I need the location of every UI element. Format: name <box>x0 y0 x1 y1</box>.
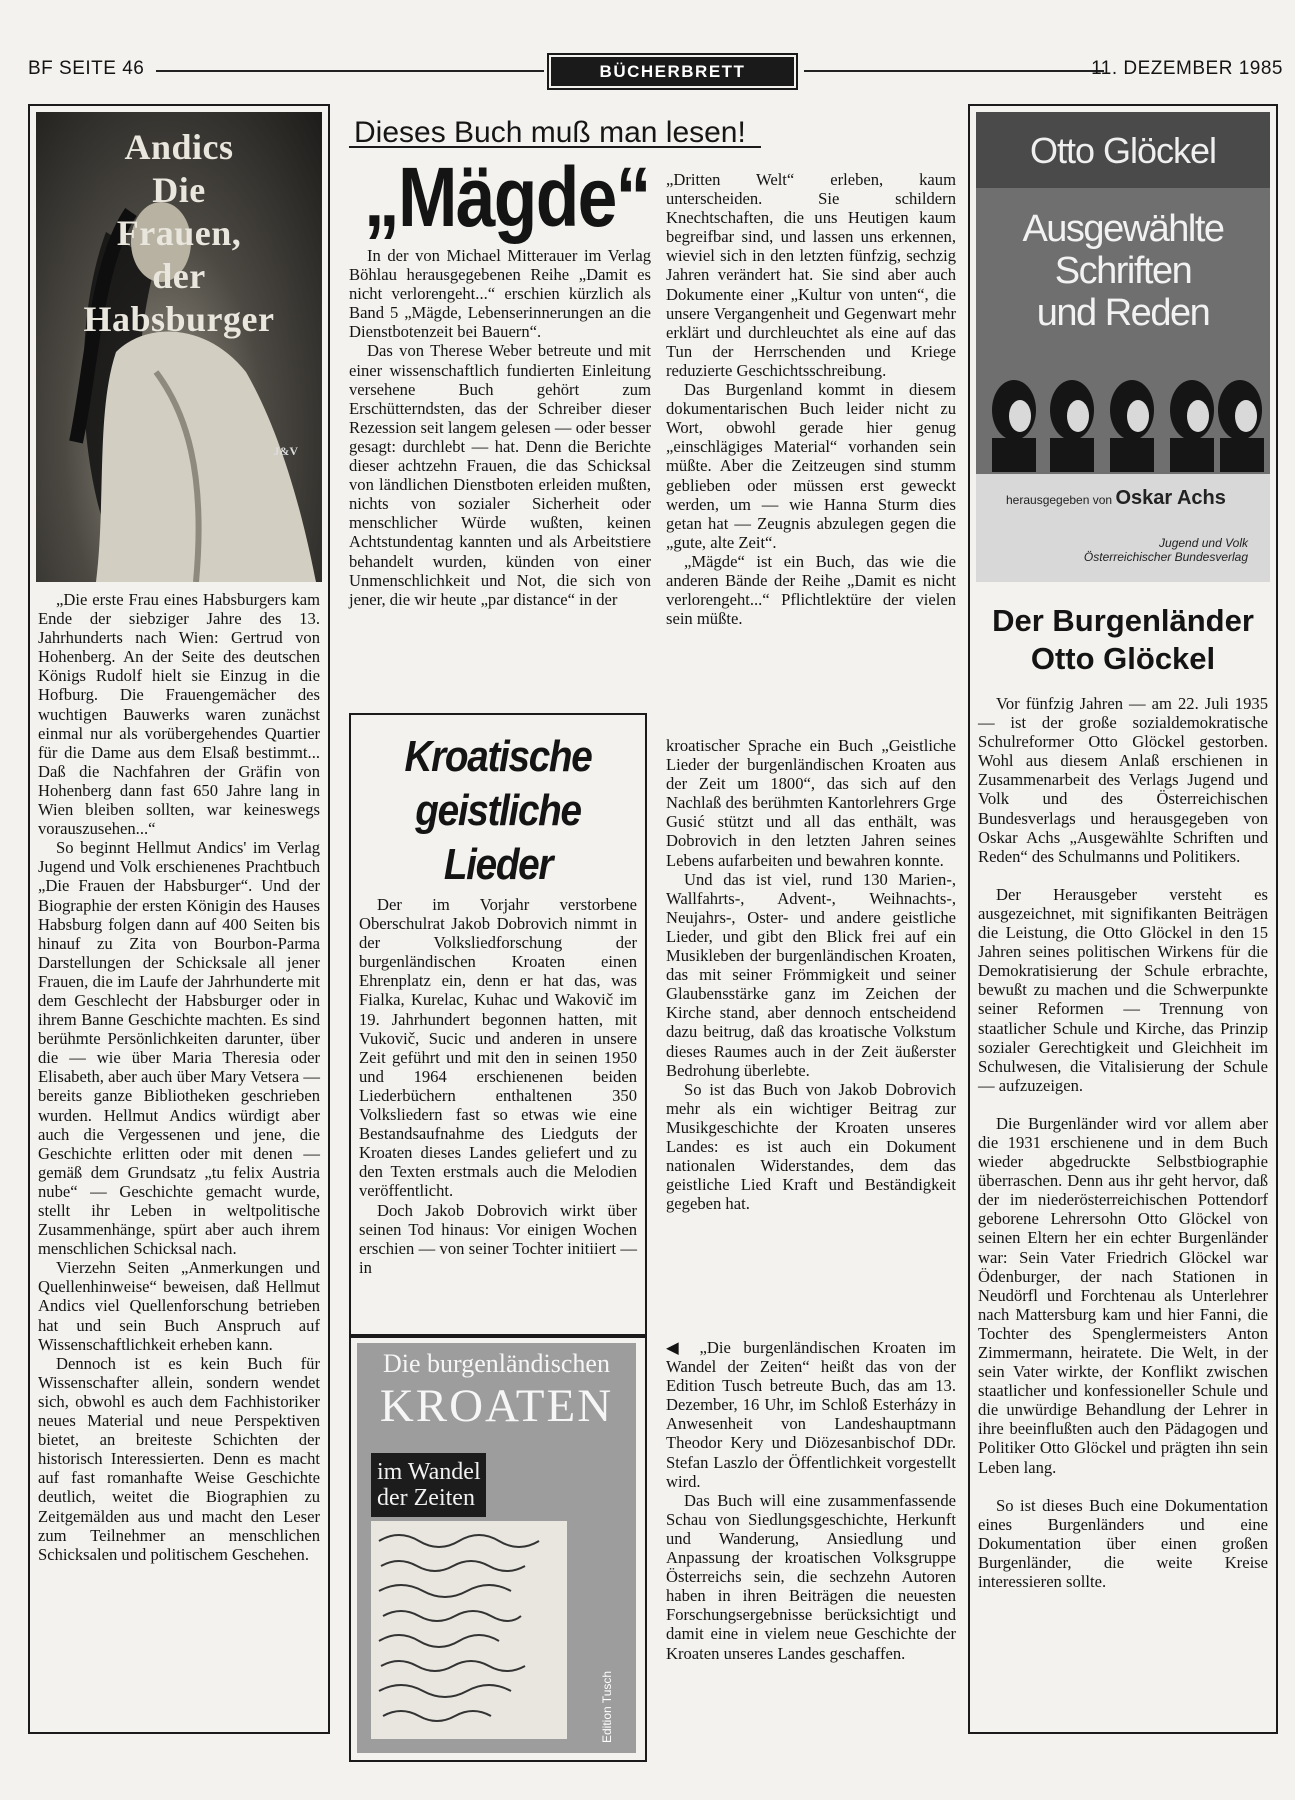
page-header <box>28 52 1283 90</box>
article-maegde-col2 <box>666 170 956 628</box>
article-kroatisch-col2 <box>666 736 956 1213</box>
kroaten-cover-line3: im Wandel der Zeiten <box>371 1453 486 1517</box>
headline-burgenlaender <box>976 602 1270 678</box>
paragraph: Doch Jakob Dobrovich wirkt über seinen Tod hinaus: Vor einigen Wochen erschien — von seiner Tochter initiiert — in <box>359 1200 637 1277</box>
gloeckel-cover-title <box>976 208 1270 334</box>
kroaten-cover-line1: Die burgenländischen <box>383 1349 610 1378</box>
issue-date: 11. DEZEMBER 1985 <box>1091 58 1283 79</box>
paragraph: Der Herausgeber versteht es ausgezeichnet, mit signifikanten Beiträgen die Leistung, die Otto Glöckel in den 15 Jahren seines politischen Wirkens für die Demokratisierung der Schule erbrachte, bewußt zu machen und die Schwerpunkte seiner Reformen — Trennung von staatlicher Schule und Kirche, das Prinzip sozialer Gerechtigkeit und Gleichheit im Schulwesen, die Vitalisierung der Schule — aufzuzeigen. <box>978 884 1268 1095</box>
andics-title-line: Frauen, <box>116 213 242 253</box>
header-rule-left <box>156 70 544 72</box>
publisher-line: Jugend und Volk <box>1159 536 1248 550</box>
headline-kroatische-lieder: Kroatische geistliche Lieder <box>404 732 592 889</box>
article-gloeckel <box>978 694 1268 1591</box>
paragraph: ◀ „Die burgenländischen Kroaten im Wandel der Zeiten“ heißt das von der Edition Tusch betreute Buch, das am 13. Dezember, 16 Uhr, im Schloß Esterházy in Anwesenheit von Landeshauptmann Theodor Kery und Diözesanbischof DDr. Stefan Laszlo der Öffentlichkeit vorgestellt wird. <box>666 1338 956 1491</box>
paragraph: In der von Michael Mitterauer im Verlag Böhlau herausgegebenen Reihe „Damit es nicht verlorengeht...“ erschien kürzlich als Band 5 „Mägde, Lebenserinnerungen an die Dienstbotenzeit bei Bauern“. <box>349 246 651 342</box>
paragraph: „Dritten Welt“ erleben, kaum unterscheiden. Sie schildern Knechtschaften, die uns Heutigen kaum begreifbar sind, und lassen uns erkennen, wieviel sich in den letzten fünfzig, sechzig Jahren verändert hat. Sie sind aber auch Dokumente einer „Kultur von unten“, die unsere Vergangenheit und Gegenwart mehr erklärt und durchleuchtet als eine auf das Tun der Herrschenden und Kriege reduzierte Geschichtsschreibung. <box>666 170 956 380</box>
paragraph: Das von Therese Weber betreute und mit einer wissenschaftlich fundierten Einleitung versehene Buch gehört zum Erschütterndsten, das der Schreiber dieser Rezession seit langem gelesen — oder besser gesagt: durchlebt — hat. Denn die Berichte dieser achtzehn Frauen, die das Schicksal von ländlichen Dienstboten erleiden mußten, nichts von sozialer Sicherheit oder menschlicher Würde wußten, keinen Achtstundentag kannten und als Arbeitstiere behandelt wurden, künden von einer Unmenschlichkeit und Not, die sich von jener, die wir heute „par distance“ in der <box>349 341 651 609</box>
gloeckel-publishers <box>1084 536 1248 564</box>
manuscript-scribble <box>371 1521 567 1739</box>
paragraph: Und das ist viel, rund 130 Marien-, Wallfahrts-, Advent-, Weihnachts-, Neujahrs-, Oster- und andere geistliche Lieder, und gibt den Blick frei auf ein Musikleben der burgenländischen Kroaten, das mit seiner Frömmigkeit und seiner Glaubensstärke ganz im Zeichen der Kirche stand, aber dennoch entscheidend dazu beitrug, daß das kroatische Volkstum dieses Raumes auch in der Zeit äußerster Bedrohung überlebte. <box>666 869 956 1080</box>
paragraph: „Mägde“ ist ein Buch, das wie die anderen Bände der Reihe „Damit es nicht verlorengeht...“ Pflichtlektüre der vielen sein müßte. <box>666 551 956 629</box>
book-cover-kroaten <box>357 1343 636 1753</box>
article-maegde-col1 <box>349 246 651 609</box>
gloeckel-title-line: Ausgewählte <box>1022 208 1224 250</box>
paragraph: Das Buch will eine zusammenfassende Schau von Siedlungsgeschichte, Herkunft und Wanderung, Ansiedlung und Anpassung der kroatischen Volksgruppe Österreichs sein, die sechzehn Autoren haben in ihren Beiträgen die neuesten Forschungsergebnisse berücksichtigt und damit eine in vielem neue Geschichte der Kroaten unseres Landes geschaffen. <box>666 1490 956 1663</box>
paragraph: So beginnt Hellmut Andics' im Verlag Jugend und Volk erschienenes Prachtbuch „Die Frauen der Habsburger“. Und der Biographie der ersten Königin des Hauses Habsburg folgen dann auf 400 Seiten bis hinauf zu Zita von Bourbon-Parma Darstellungen der Schicksale all jener Frauen, die im Laufe der Jahrhunderte mit dem Geschlecht der Habsburger oder in ihrem Banne Geschichte machten. Es sind berühmte Persönlichkeiten darunter, über die — wie über Maria Theresia oder Elisabeth, aber auch über Mary Vetsera — bereits ganze Bibliotheken geschrieben wurden. Hellmut Andics würdigt aber auch die Vergessenen und jene, die Geschichte erlitten oder mit denen — gemäß dem Grundsatz „tu felix Austria nube“ — Geschichte gemacht wurde, stellt ihr Leben in weltpolitische Zusammenhänge, spürt aber auch ihrem menschlichen Schicksal nach. <box>38 838 320 1259</box>
paragraph: Der im Vorjahr verstorbene Oberschulrat Jakob Dobrovich nimmt in der Volksliedforschung der burgenländischen Kroaten einen Ehrenplatz ein, denn er hat das, was Fialka, Kurelac, Kuhac und Wakovič im 19. Jahrhundert begonnen hatten, mit Vukovič, Sucic und anderen in unsere Zeit geführt und mit den in seinen 1950 und 1964 erschienenen beiden Liederbüchern enthaltenen 350 Volksliedern fast so etwas wie eine Bestandsaufnahme des Liedguts der Kroaten dieses Landes geliefert und zu den Texten erstmals auch die Melodien veröffentlicht. <box>359 895 637 1201</box>
andics-title-line: Andics <box>124 127 234 167</box>
kroaten-cover-line2: KROATEN <box>379 1380 614 1432</box>
paragraph: So ist dieses Buch eine Dokumentation eines Burgenländers und eine Dokumentation über einen großen Burgenländer, die weite Kreise interessieren sollte. <box>978 1495 1268 1592</box>
article-kroatisch-col1 <box>359 895 637 1277</box>
publisher-line: Österreichischer Bundesverlag <box>1083 550 1248 564</box>
paragraph: „Die erste Frau eines Habsburgers kam Ende der siebziger Jahre des 13. Jahrhunderts nach Wien: Gertrud von Hohenberg. An der Seite des deutschen Königs Rudolf hielt sie Einzug in die Hofburg. Die Frauengemächer des wuchtigen Bauwerks waren zunächst einmal nur als vorübergehendes Quartier für die Dame aus dem Elsaß bestimmt... Daß die Nachfahren der Gräfin von Hohenberg dann fast 650 Jahre lang in Wien bleiben sollten, war keineswegs vorauszusehen...“ <box>38 590 320 839</box>
paragraph: So ist das Buch von Jakob Dobrovich mehr als ein wichtiger Beitrag zur Musikgeschichte der Kroaten unseres Landes: es ist auch ein Dokument nationalen Widerstandes, dem das geistliche Lied Kraft und Beständigkeit gegeben hat. <box>666 1079 956 1214</box>
paragraph: Das Burgenland kommt in diesem dokumentarischen Buch leider nicht zu Wort, obwohl gerade hier genug „einschlägiges Material“ vorhanden sein müßte. Aber die Zeitzeugen sind stumm geblieben oder müssen erst geweckt werden, um — wie Hanna Sturm dies getan hat — Zeugnis abzulegen gegen die „gute, alte Zeit“. <box>666 380 956 552</box>
gloeckel-editor-line <box>1006 487 1226 510</box>
paragraph: Vor fünfzig Jahren — am 22. Juli 1935 — ist der große sozialdemokratische Schulreformer Otto Glöckel gestorben. Wohl aus diesem Anlaß erschienen in Zusammenarbeit des Verlags Jugend und Volk und des Österreichischen Bundesverlags und herausgegeben von Oskar Achs „Ausgewählte Schriften und Reden“ des Schulmanns und Politikers. <box>978 694 1268 866</box>
paragraph: Dennoch ist es kein Buch für Wissenschafter allein, sondern wendet sich, obwohl es auch dem Fachhistoriker neues Material und neue Perspektiven bietet, an breiteste Schichten der historisch Interessierten. Denn es macht auf fast romanhafte Weise Geschichte deutlich, weitet die Biographien zu Zeitgemälden aus und macht den Leser zum Teilnehmer an menschlichen Schicksalen und politischem Geschehen. <box>38 1353 320 1564</box>
headline-line: Der Burgenländer <box>992 603 1254 638</box>
paragraph: Vierzehn Seiten „Anmerkungen und Quellenhinweise“ beweisen, daß Hellmut Andics viel Quellenforschung betrieben hat und sein Buch Anspruch auf Wissenschaftlichkeit erheben kann. <box>38 1258 320 1354</box>
paragraph: kroatischer Sprache ein Buch „Geistliche Lieder der burgenländischen Kroaten aus der Zeit um 1800“, das sich auf den Nachlaß des berühmten Kantorlehrers Grge Gusić stützt und all das enthält, was Dobrovich in den letzten Jahren seines Lebens aufarbeiten und bewahren konnte. <box>666 736 956 870</box>
section-title: BÜCHERBRETT <box>551 57 794 86</box>
headline-line: Otto Glöckel <box>1030 641 1216 676</box>
gloeckel-title-line: Schriften <box>1054 250 1192 292</box>
kicker-headline: Dieses Buch muß man lesen! <box>354 116 746 149</box>
andics-title-line: der <box>152 256 206 296</box>
book-cover-gloeckel <box>976 112 1270 582</box>
header-rule-right <box>804 70 1104 72</box>
headline-maegde: „Mägde“ <box>364 150 650 244</box>
gloeckel-title-line: und Reden <box>1036 292 1210 334</box>
kroaten-publisher: Edition Tusch <box>600 1670 614 1743</box>
andics-publisher-mark: J&V <box>273 444 298 458</box>
article-kroaten-wandel <box>666 1338 956 1663</box>
handwritten-manuscript-image <box>371 1521 567 1739</box>
andics-cover-title <box>36 126 322 341</box>
andics-title-line: Die <box>152 170 206 210</box>
paragraph: Die Burgenländer wird vor allem aber die 1931 erschienene und in dem Buch wieder abgedruckte Selbstbiographie überraschen. Denn aus ihr geht hervor, daß der im niederösterreichischen Pottendorf geborene Lehrersohn Otto Glöckel von seinen Eltern her ein echter Burgenländer war: Sein Vater Friedrich Glöckel war Ödenburger, der nach Stationen in Neudörfl und Forchtenau als Unterlehrer nach Mattersburg kam und hier Fanni, die Tochter des Spenglermeisters Anton Zimmermann, heiratete. Die Welt, in der sein Vater wirkte, der Konflikt zwischen staatlicher und konfessioneller Schule und die unwürdige Behandlung der Lehrer in ihre beeinflußten auch den Pädagogen und Politiker Otto Glöckel und prägten ihn sein Leben lang. <box>978 1113 1268 1477</box>
portrait-row-illustration <box>982 360 1264 472</box>
gloeckel-cover-author: Otto Glöckel <box>1029 130 1217 171</box>
editor-name: Oskar Achs <box>1115 487 1226 509</box>
article-andics <box>38 590 320 1564</box>
editor-prefix: herausgegeben von <box>1006 493 1113 507</box>
book-cover-andics <box>36 112 322 582</box>
andics-title-line: Habsburger <box>83 299 275 339</box>
page-number: BF SEITE 46 <box>28 58 145 79</box>
